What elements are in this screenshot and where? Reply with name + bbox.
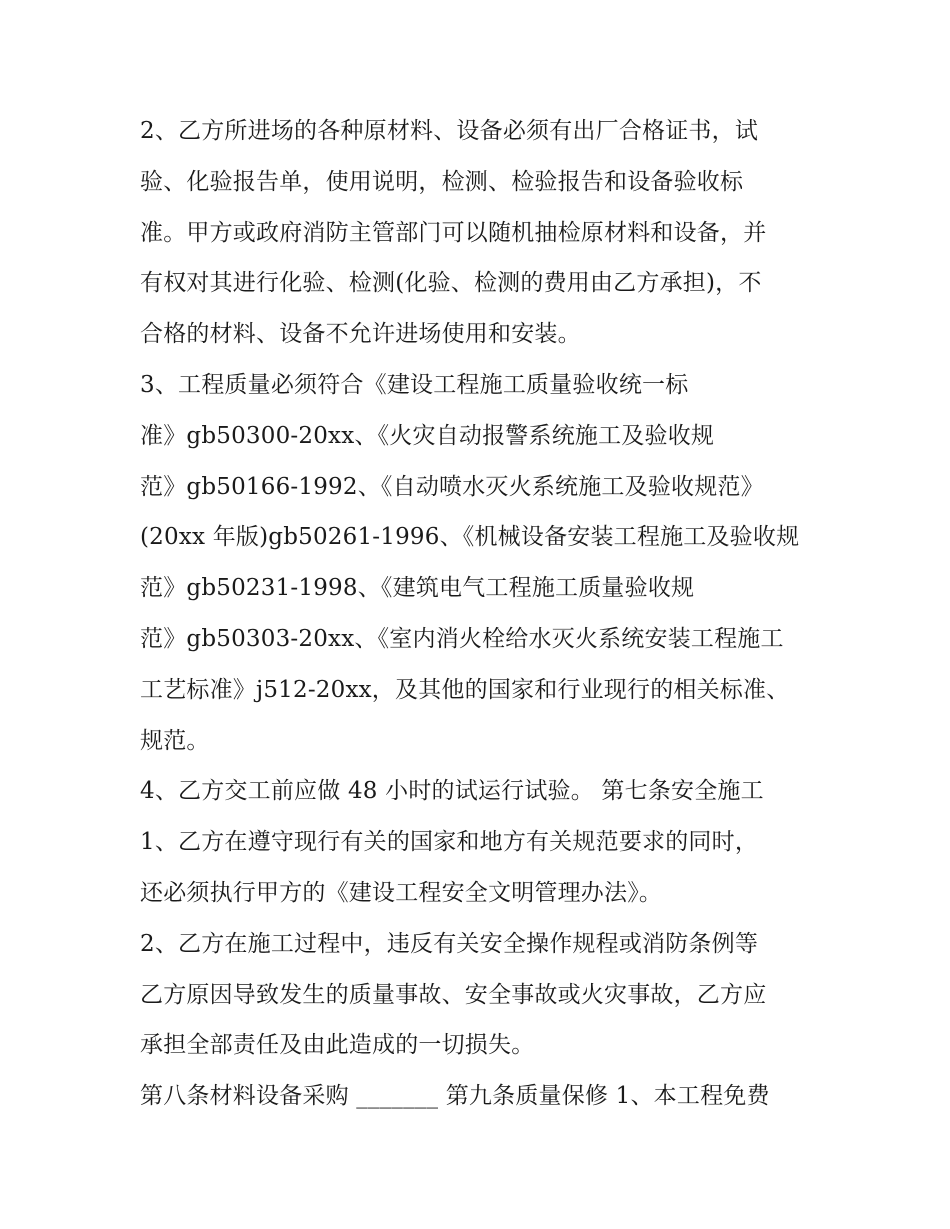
- text-line: (20xx 年版)gb50261-1996、《机械设备安装工程施工及验收规: [140, 524, 800, 551]
- text-line: 承担全部责任及由此造成的一切损失。: [140, 1032, 535, 1059]
- text-line: 1、乙方在遵守现行有关的国家和地方有关规范要求的同时，: [140, 829, 759, 856]
- text-line: 范》gb50166-1992、《自动喷水灭火系统施工及验收规范》: [140, 473, 764, 500]
- text-line: 2、乙方所进场的各种原材料、设备必须有出厂合格证书，试: [140, 118, 759, 144]
- text-line: 范》gb50303-20xx、《室内消火栓给水灭火系统安装工程施工: [140, 625, 784, 652]
- text-line: 合格的材料、设备不允许进场使用和安装。: [140, 321, 581, 348]
- text-line: 有权对其进行化验、检测(化验、检测的费用由乙方承担)，不: [140, 270, 762, 297]
- text-line: 还必须执行甲方的《建设工程安全文明管理办法》。: [140, 879, 663, 906]
- text-line: 2、乙方在施工过程中，违反有关安全操作规程或消防条例等: [140, 930, 759, 957]
- text-line: 准》gb50300-20xx、《火灾自动报警系统施工及验收规: [140, 422, 715, 449]
- text-line: 4、乙方交工前应做 48 小时的试运行试验。 第七条安全施工: [140, 778, 764, 805]
- text-line: 3、工程质量必须符合《建设工程施工质量验收统一标: [140, 371, 689, 398]
- text-line: 乙方原因导致发生的质量事故、安全事故或火灾事故，乙方应: [140, 981, 767, 1008]
- text-line: 规范。: [140, 727, 210, 754]
- document-body: [140, 106, 840, 1122]
- text-line: 第八条材料设备采购 _______ 第九条质量保修 1、本工程免费: [140, 1083, 770, 1110]
- text-line: 准。甲方或政府消防主管部门可以随机抽检原材料和设备，并: [140, 219, 767, 246]
- text-line: 工艺标准》j512-20xx，及其他的国家和行业现行的相关标准、: [140, 676, 790, 703]
- text-line: 范》gb50231-1998、《建筑电气工程施工质量验收规: [140, 575, 695, 602]
- text-line: 验、化验报告单，使用说明，检测、检验报告和设备验收标: [140, 168, 744, 195]
